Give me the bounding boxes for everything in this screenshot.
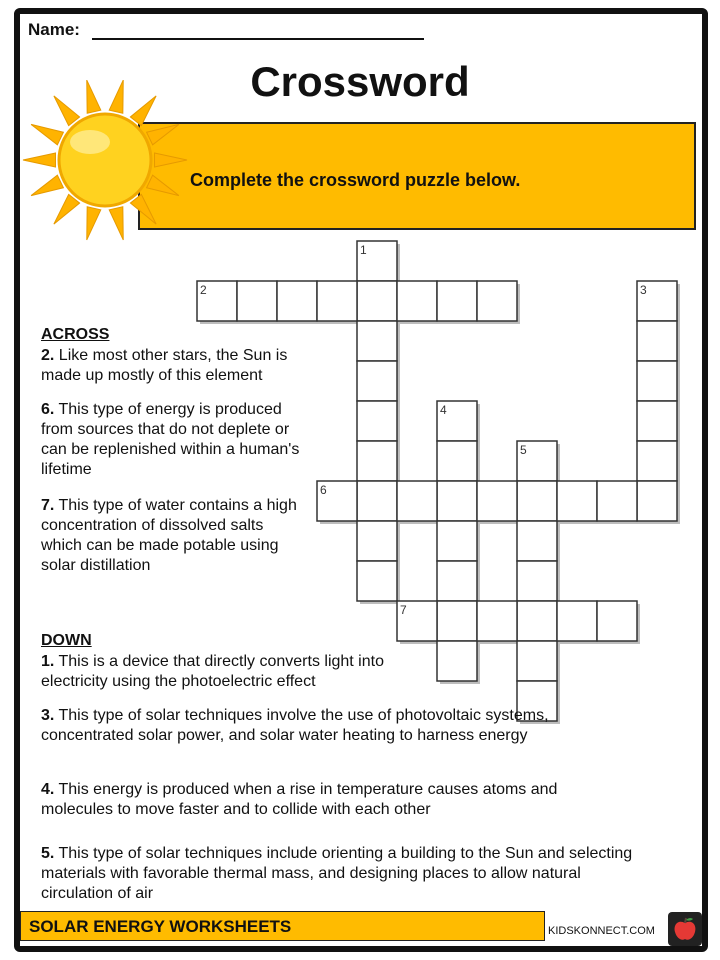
crossword-cell[interactable] [477,601,517,641]
crossword-cell[interactable] [517,601,557,641]
crossword-cell[interactable] [517,481,557,521]
clue-number-label: 4 [440,403,447,417]
crossword-cell[interactable] [357,361,397,401]
down-clue-4 [41,780,631,820]
crossword-cell[interactable] [357,401,397,441]
down-clue-1 [41,652,386,692]
clue-text: This type of energy is produced from sources that do not deplete or can be replenished within a human's lifetime [41,401,300,478]
crossword-cell[interactable] [437,281,477,321]
crossword-cell[interactable] [637,481,677,521]
crossword-cell[interactable] [357,441,397,481]
crossword-cell[interactable] [357,281,397,321]
crossword-cell[interactable] [357,321,397,361]
crossword-cell[interactable] [437,481,477,521]
across-heading: ACROSS [41,326,110,343]
clue-number-label: 2 [200,283,207,297]
apple-logo-icon [668,912,702,946]
crossword-cell[interactable] [597,601,637,641]
crossword-cell[interactable] [437,521,477,561]
across-clue-2 [41,346,306,386]
crossword-cell[interactable] [477,281,517,321]
crossword-cell[interactable] [597,481,637,521]
clue-number-label: 7 [400,603,407,617]
crossword-cell[interactable] [277,281,317,321]
across-clue-7 [41,496,306,576]
crossword-cell[interactable] [357,561,397,601]
crossword-cell[interactable] [517,641,557,681]
crossword-cell[interactable] [397,481,437,521]
crossword-cell[interactable] [557,481,597,521]
footer-title: SOLAR ENERGY WORKSHEETS [29,917,292,936]
instruction-text: Complete the crossword puzzle below. [190,170,521,190]
down-clue-5 [41,844,656,904]
clue-number-label: 1 [360,243,367,257]
crossword-cell[interactable] [397,281,437,321]
footer-bar [20,911,545,941]
clue-number: 7. [41,497,55,514]
footer-site: KIDSKONNECT.COM [548,925,655,937]
crossword-cell[interactable] [437,641,477,681]
page-title: Crossword [250,58,470,105]
crossword-cell[interactable] [477,481,517,521]
crossword-cell[interactable] [437,561,477,601]
clue-text: Like most other stars, the Sun is made up mostly of this element [41,347,288,384]
clue-text: This energy is produced when a rise in temperature causes atoms and molecules to move faster and to collide with each other [41,781,558,818]
crossword-cell[interactable] [357,481,397,521]
clue-text: This type of solar techniques involve the use of photovoltaic systems, concentrated solar power, and solar water heating to harness energy [41,707,549,744]
crossword-cell[interactable] [517,561,557,601]
clue-number: 4. [41,781,55,798]
crossword-cell[interactable] [637,401,677,441]
clue-text: This type of water contains a high concentration of dissolved salts which can be made potable using solar distillation [41,497,297,574]
crossword-cell[interactable] [637,441,677,481]
clue-number: 3. [41,707,55,724]
clue-text: This is a device that directly converts light into electricity using the photoelectric effect [41,653,384,690]
clue-number: 2. [41,347,55,364]
crossword-cell[interactable] [357,521,397,561]
crossword-cell[interactable] [437,601,477,641]
crossword-cell[interactable] [517,521,557,561]
clue-text: This type of solar techniques include orienting a building to the Sun and selecting materials with favorable thermal mass, and designing places to allow natural circulation of air [41,845,633,902]
crossword-cell[interactable] [317,281,357,321]
clue-number-label: 5 [520,443,527,457]
crossword-cell[interactable] [637,361,677,401]
crossword-cell[interactable] [237,281,277,321]
across-clue-6 [41,400,306,480]
crossword-cell[interactable] [557,601,597,641]
clue-number: 5. [41,845,55,862]
down-heading: DOWN [41,632,92,649]
clue-number: 6. [41,401,55,418]
clue-number: 1. [41,653,55,670]
clue-number-label: 6 [320,483,327,497]
clue-number-label: 3 [640,283,647,297]
name-label: Name: [28,20,80,39]
crossword-cell[interactable] [637,321,677,361]
crossword-cell[interactable] [437,441,477,481]
down-clue-3 [41,706,631,746]
